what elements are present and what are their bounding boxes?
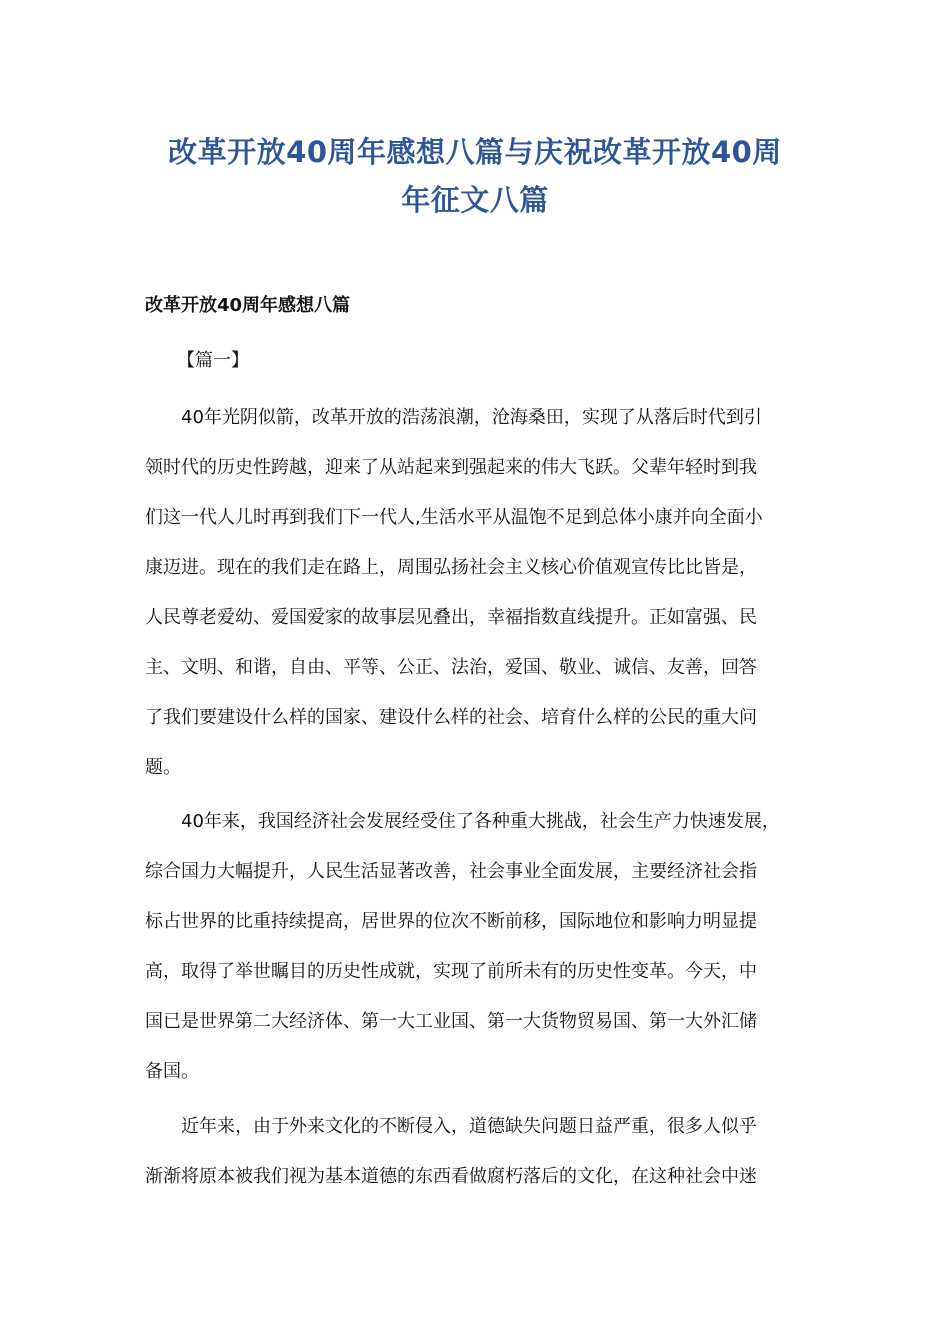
- paragraph-line: 主、文明、和谐，自由、平等、公正、法治，爱国、敬业、诚信、友善，回答: [145, 657, 757, 678]
- paragraph-3: [145, 1102, 805, 1202]
- paragraph-line: 国已是世界第二大经济体、第一大工业国、第一大货物贸易国、第一大外汇储: [145, 1011, 757, 1032]
- document-title-line-1: 改革开放40周年感想八篇与庆祝改革开放40周: [168, 135, 782, 169]
- section-heading: 改革开放40周年感想八篇: [145, 295, 351, 316]
- document-title: [135, 128, 815, 224]
- paragraph-line: 综合国力大幅提升，人民生活显著改善，社会事业全面发展，主要经济社会指: [145, 861, 757, 882]
- paragraph-line: 渐渐将原本被我们视为基本道德的东西看做腐朽落后的文化，在这种社会中迷: [145, 1166, 757, 1187]
- paragraph-line: 高，取得了举世瞩目的历史性成就，实现了前所未有的历史性变革。今天，中: [145, 961, 757, 982]
- paragraph-line: 领时代的历史性跨越，迎来了从站起来到强起来的伟大飞跃。父辈年轻时到我: [145, 457, 757, 478]
- paragraph-line: 40年来，我国经济社会发展经受住了各种重大挑战，社会生产力快速发展，: [181, 811, 780, 832]
- paragraph-line: 康迈进。现在的我们走在路上，周围弘扬社会主义核心价值观宣传比比皆是，: [145, 557, 757, 578]
- paragraph-line: 题。: [145, 757, 181, 778]
- paragraph-1: [145, 393, 805, 793]
- paragraph-line: 近年来，由于外来文化的不断侵入，道德缺失问题日益严重，很多人似乎: [181, 1116, 757, 1137]
- paragraph-line: 标占世界的比重持续提高，居世界的位次不断前移，国际地位和影响力明显提: [145, 911, 757, 932]
- paragraph-line: 人民尊老爱幼、爱国爱家的故事层见叠出，幸福指数直线提升。正如富强、民: [145, 607, 757, 628]
- part-label: 【篇一】: [177, 350, 249, 371]
- paragraph-2: [145, 797, 805, 1097]
- paragraph-line: 备国。: [145, 1061, 199, 1082]
- document-title-line-2: 年征文八篇: [401, 183, 549, 217]
- paragraph-line: 了我们要建设什么样的国家、建设什么样的社会、培育什么样的公民的重大问: [145, 707, 757, 728]
- paragraph-line: 们这一代人儿时再到我们下一代人,生活水平从温饱不足到总体小康并向全面小: [145, 507, 763, 528]
- paragraph-line: 40年光阴似箭，改革开放的浩荡浪潮，沧海桑田，实现了从落后时代到引: [181, 407, 762, 428]
